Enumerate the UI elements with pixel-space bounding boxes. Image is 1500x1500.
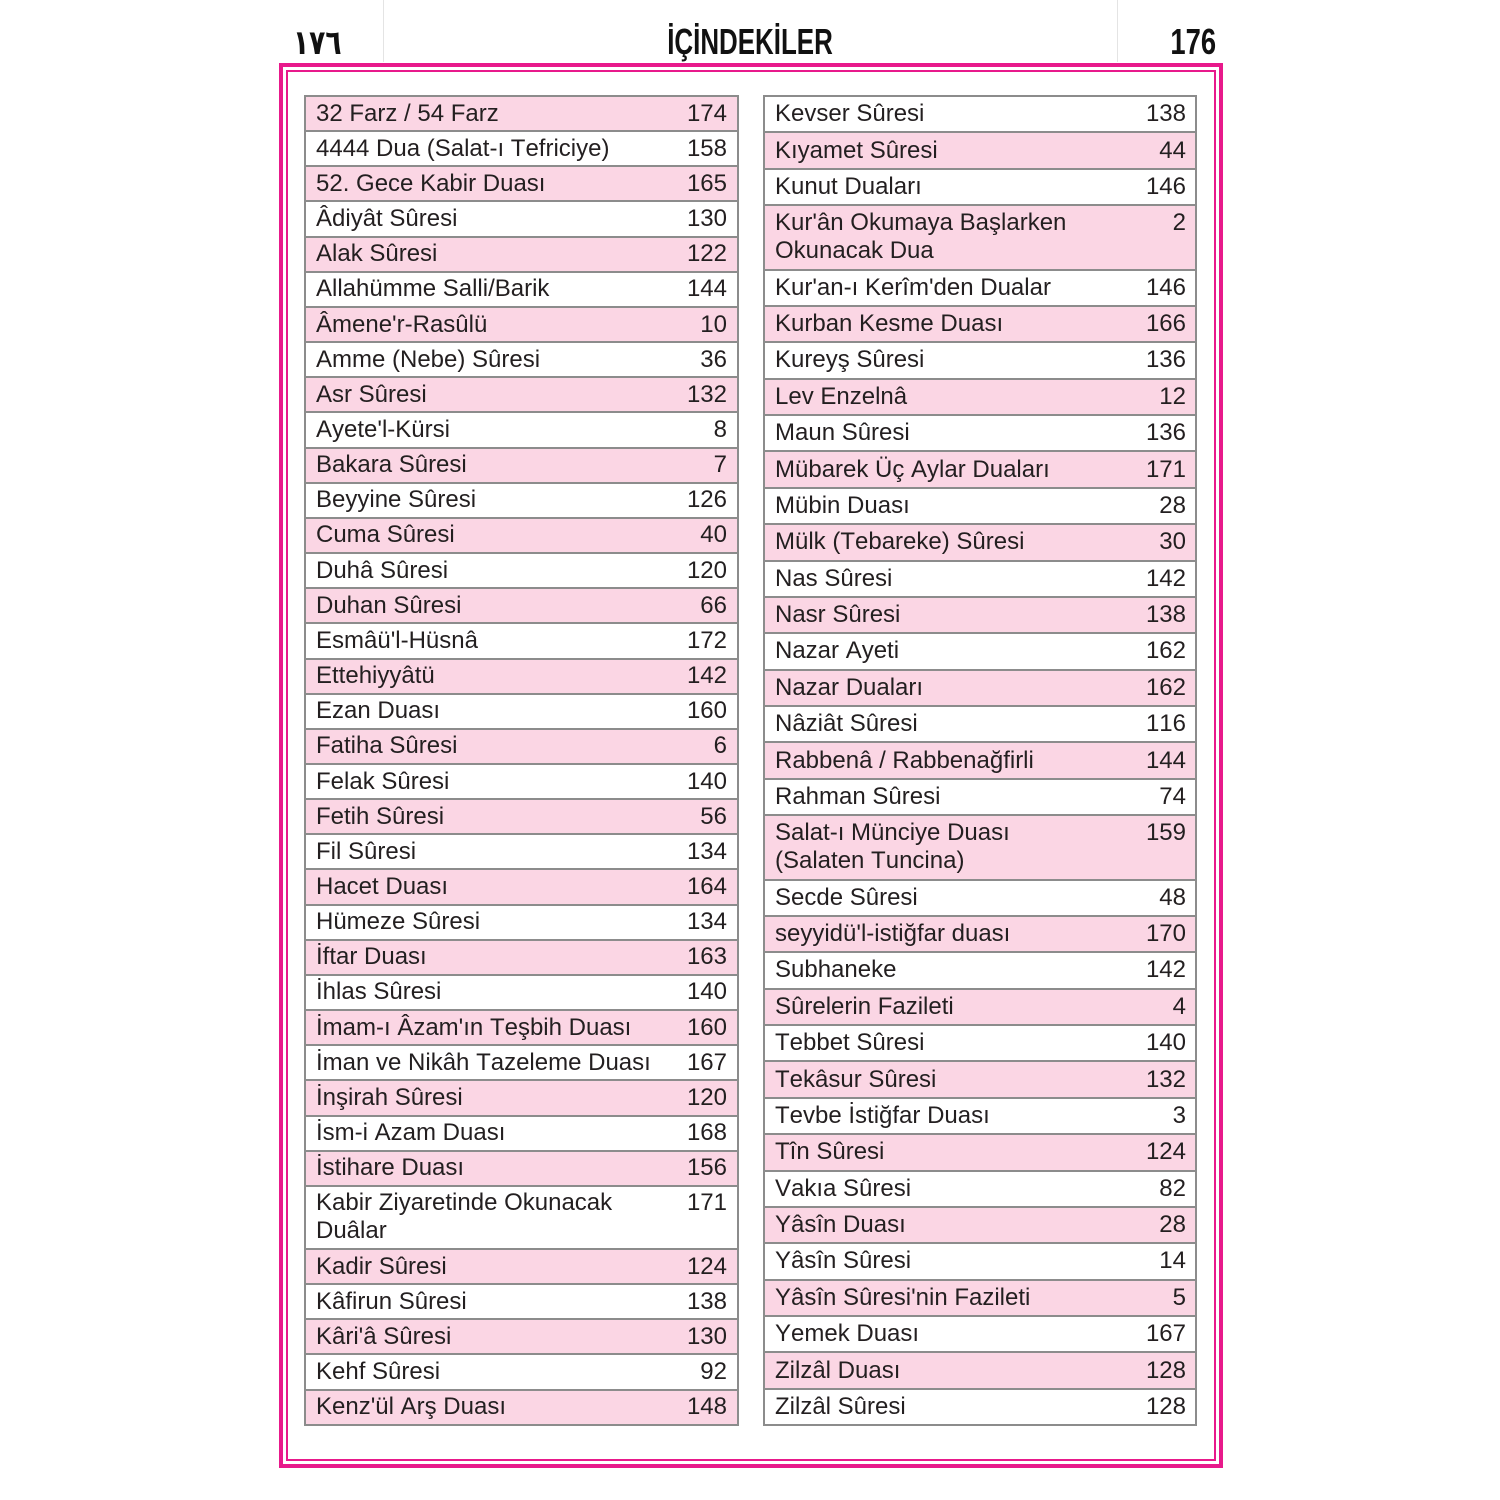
toc-entry-title: 32 Farz / 54 Farz xyxy=(316,99,499,127)
toc-entry xyxy=(306,97,737,132)
toc-entry-title: Kabir Ziyaretinde Okunacak Duâlar xyxy=(316,1189,613,1245)
toc-entry-page: 174 xyxy=(686,99,727,127)
toc-entry-title: Kurban Kesme Duası xyxy=(775,310,1004,338)
toc-entry-title: Alak Sûresi xyxy=(316,240,438,268)
toc-entry-page: 171 xyxy=(686,1189,727,1217)
toc-entry-page: 140 xyxy=(686,978,727,1006)
toc-entry-title: 52. Gece Kabir Duası xyxy=(316,169,546,197)
toc-entry-title: Kehf Sûresi xyxy=(316,1358,441,1386)
toc-entry xyxy=(306,202,737,237)
toc-entry xyxy=(765,1099,1195,1135)
toc-entry-title: İnşirah Sûresi xyxy=(316,1083,463,1111)
toc-entry-title: Amme (Nebe) Sûresi xyxy=(316,345,541,373)
toc-entry-title: Mübin Duası xyxy=(775,491,910,519)
toc-entry-page: 142 xyxy=(1145,564,1186,592)
toc-entry xyxy=(306,1250,737,1285)
toc-entry-page: 165 xyxy=(686,169,727,197)
toc-entry-page: 134 xyxy=(686,908,727,936)
toc-entry-title: Yemek Duası xyxy=(775,1320,920,1348)
toc-entry-title: Kâri'â Sûresi xyxy=(316,1322,452,1350)
toc-entry xyxy=(306,519,737,554)
toc-entry xyxy=(765,1317,1195,1353)
toc-entry-page: 166 xyxy=(1145,310,1186,338)
toc-entry-title: İhlas Sûresi xyxy=(316,978,442,1006)
toc-entry xyxy=(306,1081,737,1116)
toc-entry-page: 116 xyxy=(1145,710,1186,738)
toc-entry-title: Salat-ı Münciye Duası (Salaten Tuncina) xyxy=(775,819,1010,875)
toc-entry-title: İstihare Duası xyxy=(316,1154,465,1182)
toc-entry xyxy=(306,765,737,800)
toc-entry xyxy=(306,624,737,659)
toc-entry-title: Rabbenâ / Rabbenağfirli xyxy=(775,746,1034,774)
toc-entry-title: Ayete'l-Kürsi xyxy=(316,415,450,443)
toc-entry-page: 132 xyxy=(686,380,727,408)
toc-entry-title: Nasr Sûresi xyxy=(775,601,901,629)
toc-entry-page: 144 xyxy=(686,275,727,303)
toc-column-left xyxy=(304,95,739,1426)
toc-entry-title: Fatiha Sûresi xyxy=(316,732,458,760)
toc-entry-page: 36 xyxy=(700,345,727,373)
toc-entry-page: 138 xyxy=(1145,100,1186,128)
toc-entry-title: Tîn Sûresi xyxy=(775,1138,885,1166)
toc-entry xyxy=(306,1187,737,1250)
toc-entry-page: 124 xyxy=(686,1252,727,1280)
toc-entry xyxy=(306,1046,737,1081)
toc-entry-page: 7 xyxy=(713,451,727,479)
toc-entry-title: Nâziât Sûresi xyxy=(775,710,918,738)
toc-entry xyxy=(306,238,737,273)
toc-entry-page: 160 xyxy=(686,697,727,725)
toc-entry xyxy=(306,800,737,835)
toc-entry-page: 44 xyxy=(1159,136,1186,164)
toc-entry xyxy=(306,906,737,941)
toc-entry xyxy=(765,707,1195,743)
toc-entry-page: 122 xyxy=(686,240,727,268)
toc-entry-title: İman ve Nikâh Tazeleme Duası xyxy=(316,1048,651,1076)
toc-entry-page: 162 xyxy=(1145,637,1186,665)
toc-entry xyxy=(765,881,1195,917)
toc-entry xyxy=(306,941,737,976)
toc-entry xyxy=(306,589,737,624)
toc-entry xyxy=(765,416,1195,452)
toc-entry-title: Mübarek Üç Aylar Duaları xyxy=(775,455,1050,483)
toc-entry xyxy=(306,1355,737,1390)
toc-entry-title: Yâsîn Sûresi'nin Fazileti xyxy=(775,1283,1031,1311)
toc-entry-title: Zilzâl Sûresi xyxy=(775,1392,906,1420)
toc-entry xyxy=(765,634,1195,670)
toc-entry-title: Nas Sûresi xyxy=(775,564,893,592)
toc-entry xyxy=(765,816,1195,880)
toc-entry-page: 136 xyxy=(1145,346,1186,374)
toc-entry-title: Fil Sûresi xyxy=(316,837,417,865)
toc-entry xyxy=(765,1208,1195,1244)
toc-entry-title: İftar Duası xyxy=(316,943,427,971)
toc-entry-title: Tevbe İstiğfar Duası xyxy=(775,1101,990,1129)
toc-entry-page: 138 xyxy=(686,1287,727,1315)
toc-entry xyxy=(306,378,737,413)
toc-entry-title: Kureyş Sûresi xyxy=(775,346,925,374)
toc-entry xyxy=(765,307,1195,343)
toc-entry-page: 128 xyxy=(1145,1392,1186,1420)
toc-entry-title: Esmâü'l-Hüsnâ xyxy=(316,626,478,654)
toc-entry-title: Allahümme Salli/Barik xyxy=(316,275,550,303)
toc-entry-title: Rahman Sûresi xyxy=(775,782,941,810)
toc-entry-page: 138 xyxy=(1145,601,1186,629)
toc-entry-page: 10 xyxy=(700,310,727,338)
toc-entry-title: Ezan Duası xyxy=(316,697,441,725)
toc-entry-title: Hümeze Sûresi xyxy=(316,908,481,936)
toc-entry-title: Fetih Sûresi xyxy=(316,802,445,830)
toc-entry-page: 82 xyxy=(1159,1174,1186,1202)
toc-entry-title: Bakara Sûresi xyxy=(316,451,467,479)
toc-entry xyxy=(306,1117,737,1152)
page-number: 176 xyxy=(1170,21,1216,62)
toc-entry-title: Subhaneke xyxy=(775,956,897,984)
toc-entry-page: 142 xyxy=(1145,956,1186,984)
toc-entry-page: 120 xyxy=(686,1083,727,1111)
toc-entry xyxy=(306,308,737,343)
toc-entry-page: 136 xyxy=(1145,419,1186,447)
toc-entry xyxy=(765,1281,1195,1317)
toc-entry xyxy=(306,413,737,448)
toc-entry xyxy=(306,730,737,765)
toc-entry xyxy=(765,452,1195,488)
toc-entry xyxy=(765,271,1195,307)
toc-entry xyxy=(765,1244,1195,1280)
toc-entry-title: Kevser Sûresi xyxy=(775,100,925,128)
toc-entry-page: 40 xyxy=(700,521,727,549)
toc-entry-page: 148 xyxy=(686,1393,727,1421)
toc-entry xyxy=(765,598,1195,634)
toc-column-right xyxy=(763,95,1197,1426)
toc-entry-title: Sûrelerin Fazileti xyxy=(775,992,954,1020)
toc-entry xyxy=(765,953,1195,989)
toc-entry xyxy=(765,1172,1195,1208)
toc-entry xyxy=(765,1135,1195,1171)
toc-entry-page: 146 xyxy=(1145,273,1186,301)
toc-entry xyxy=(765,206,1195,270)
toc-entry-page: 171 xyxy=(1145,455,1186,483)
toc-entry-page: 172 xyxy=(686,626,727,654)
toc-entry xyxy=(306,1391,737,1424)
toc-entry-page: 56 xyxy=(700,802,727,830)
toc-entry-page: 66 xyxy=(700,591,727,619)
toc-entry-title: Kâfirun Sûresi xyxy=(316,1287,467,1315)
toc-entry-title: Felak Sûresi xyxy=(316,767,450,795)
toc-entry-page: 160 xyxy=(686,1013,727,1041)
toc-entry-title: Kunut Duaları xyxy=(775,172,922,200)
toc-entry-title: İmam-ı Âzam'ın Teşbih Duası xyxy=(316,1013,632,1041)
toc-entry-title: Ettehiyyâtü xyxy=(316,662,435,690)
toc-entry xyxy=(306,132,737,167)
toc-entry-page: 146 xyxy=(1145,172,1186,200)
toc-entry-page: 124 xyxy=(1145,1138,1186,1166)
toc-entry-page: 170 xyxy=(1145,920,1186,948)
toc-entry-page: 14 xyxy=(1159,1247,1186,1275)
toc-entry xyxy=(765,489,1195,525)
toc-entry-page: 168 xyxy=(686,1119,727,1147)
toc-entry-title: Duhâ Sûresi xyxy=(316,556,449,584)
toc-entry-title: Kadir Sûresi xyxy=(316,1252,447,1280)
toc-entry xyxy=(765,97,1195,133)
toc-entry-page: 2 xyxy=(1172,209,1186,237)
toc-entry-title: Maun Sûresi xyxy=(775,419,910,447)
toc-entry-title: Yâsîn Sûresi xyxy=(775,1247,912,1275)
toc-entry xyxy=(306,273,737,308)
toc-entry-page: 74 xyxy=(1159,782,1186,810)
toc-entry-page: 130 xyxy=(686,205,727,233)
toc-entry-title: Zilzâl Duası xyxy=(775,1356,901,1384)
toc-entry xyxy=(306,835,737,870)
toc-entry-title: Tebbet Sûresi xyxy=(775,1029,925,1057)
toc-entry-page: 132 xyxy=(1145,1065,1186,1093)
toc-entry-title: Tekâsur Sûresi xyxy=(775,1065,937,1093)
toc-entry xyxy=(765,1026,1195,1062)
toc-entry xyxy=(306,167,737,202)
toc-entry xyxy=(765,380,1195,416)
toc-entry xyxy=(765,1353,1195,1389)
toc-entry-title: Mülk (Tebareke) Sûresi xyxy=(775,528,1025,556)
toc-entry xyxy=(765,562,1195,598)
toc-entry-title: 4444 Dua (Salat-ı Tefriciye) xyxy=(316,134,610,162)
toc-entry-page: 28 xyxy=(1159,1211,1186,1239)
toc-entry-title: Kenz'ül Arş Duası xyxy=(316,1393,506,1421)
toc-entry-page: 159 xyxy=(1145,819,1186,847)
toc-entry xyxy=(306,870,737,905)
toc-entry xyxy=(765,1390,1195,1424)
toc-entry-title: Duhan Sûresi xyxy=(316,591,462,619)
toc-entry xyxy=(765,990,1195,1026)
toc-entry xyxy=(306,976,737,1011)
toc-entry-page: 8 xyxy=(713,415,727,443)
toc-entry xyxy=(765,525,1195,561)
toc-entry xyxy=(306,343,737,378)
toc-entry-page: 92 xyxy=(700,1358,727,1386)
page-title-container xyxy=(0,20,1500,64)
toc-entry-page: 126 xyxy=(686,486,727,514)
toc-entry xyxy=(306,554,737,589)
toc-entry xyxy=(306,449,737,484)
toc-entry xyxy=(765,780,1195,816)
toc-entry-title: Kıyamet Sûresi xyxy=(775,136,938,164)
toc-entry-title: seyyidü'l-istiğfar duası xyxy=(775,920,1011,948)
toc-entry-page: 158 xyxy=(686,134,727,162)
toc-entry xyxy=(306,1285,737,1320)
toc-entry-page: 140 xyxy=(686,767,727,795)
toc-entry xyxy=(306,660,737,695)
toc-entry xyxy=(765,671,1195,707)
toc-entry-page: 167 xyxy=(686,1048,727,1076)
toc-entry-page: 6 xyxy=(713,732,727,760)
toc-entry xyxy=(306,484,737,519)
toc-entry-page: 28 xyxy=(1159,491,1186,519)
toc-entry-page: 144 xyxy=(1145,746,1186,774)
toc-entry xyxy=(306,695,737,730)
toc-entry-title: Lev Enzelnâ xyxy=(775,382,908,410)
toc-entry xyxy=(765,917,1195,953)
toc-entry-title: Kur'ân Okumaya Başlarken Okunacak Dua xyxy=(775,209,1067,265)
toc-entry-page: 164 xyxy=(686,873,727,901)
toc-entry-page: 12 xyxy=(1159,382,1186,410)
toc-entry-title: Kur'an-ı Kerîm'den Dualar xyxy=(775,273,1051,301)
toc-entry-title: Secde Sûresi xyxy=(775,883,918,911)
toc-entry-page: 5 xyxy=(1172,1283,1186,1311)
toc-entry-title: Nazar Ayeti xyxy=(775,637,900,665)
toc-entry xyxy=(306,1011,737,1046)
toc-entry-page: 156 xyxy=(686,1154,727,1182)
toc-entry-title: Âdiyât Sûresi xyxy=(316,205,458,233)
toc-entry-page: 140 xyxy=(1145,1029,1186,1057)
toc-entry-page: 130 xyxy=(686,1322,727,1350)
toc-entry-page: 120 xyxy=(686,556,727,584)
toc-entry-title: Cuma Sûresi xyxy=(316,521,455,549)
toc-entry-page: 167 xyxy=(1145,1320,1186,1348)
toc-entry-title: Asr Sûresi xyxy=(316,380,427,408)
toc-entry xyxy=(765,170,1195,206)
toc-entry-page: 4 xyxy=(1172,992,1186,1020)
toc-entry-title: Âmene'r-Rasûlü xyxy=(316,310,488,338)
toc-entry xyxy=(765,133,1195,169)
toc-entry-page: 163 xyxy=(686,943,727,971)
page-number-arabic: ١٧٦ xyxy=(293,23,342,63)
toc-entry xyxy=(765,343,1195,379)
toc-entry-title: Hacet Duası xyxy=(316,873,449,901)
page-title: İÇİNDEKİLER xyxy=(667,21,833,62)
toc-entry-page: 30 xyxy=(1159,528,1186,556)
toc-entry-title: Nazar Duaları xyxy=(775,673,924,701)
toc-entry-title: Yâsîn Duası xyxy=(775,1211,906,1239)
toc-entry-page: 162 xyxy=(1145,673,1186,701)
toc-entry-page: 128 xyxy=(1145,1356,1186,1384)
toc-entry-page: 48 xyxy=(1159,883,1186,911)
toc-entry-title: Beyyine Sûresi xyxy=(316,486,477,514)
toc-entry-page: 3 xyxy=(1172,1101,1186,1129)
toc-entry xyxy=(306,1320,737,1355)
toc-entry-page: 142 xyxy=(686,662,727,690)
toc-entry xyxy=(765,743,1195,779)
toc-entry-title: Vakıa Sûresi xyxy=(775,1174,912,1202)
toc-entry-title: İsm-i Azam Duası xyxy=(316,1119,506,1147)
toc-entry xyxy=(765,1062,1195,1098)
toc-entry-page: 134 xyxy=(686,837,727,865)
toc-entry xyxy=(306,1152,737,1187)
